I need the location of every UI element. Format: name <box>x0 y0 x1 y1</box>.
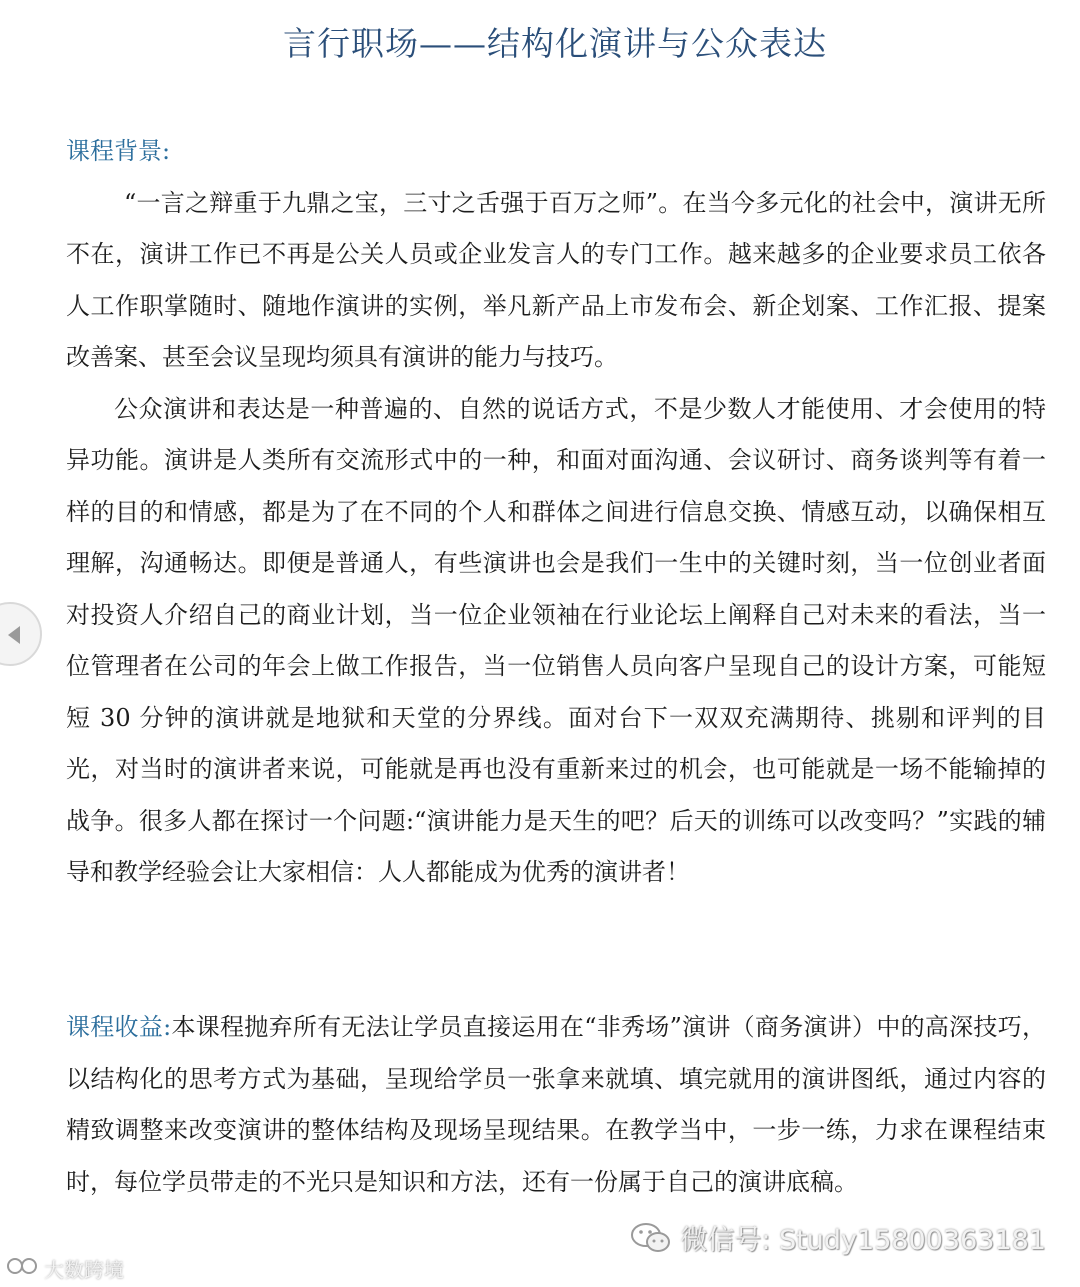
document-title: 言行职场——结构化演讲与公众表达 <box>283 24 827 63</box>
course-background-section <box>66 126 1046 899</box>
wechat-id-text: 微信号: Study15800363181 <box>680 1225 1046 1256</box>
course-benefit-paragraph <box>66 1002 1046 1208</box>
previous-page-arrow-icon[interactable] <box>0 602 42 666</box>
background-paragraph-1: “一言之辩重于九鼎之宝，三寸之舌强于百万之师”。在当今多元化的社会中，演讲无所不在，演讲工作已不再是公关人员或企业发言人的专门工作。越来越多的企业要求员工依各人工作职掌随时、随地作演讲的实例，举凡新产品上市发布会、新企划案、工作汇报、提案改善案、甚至会议呈现均须具有演讲的能力与技巧。 <box>66 188 1046 371</box>
course-benefit-text: 本课程抛弃所有无法让学员直接运用在“非秀场”演讲（商务演讲）中的高深技巧，以结构化的思考方式为基础，呈现给学员一张拿来就填、填完就用的演讲图纸，通过内容的精致调整来改变演讲的整体结构及现场呈现结果。在教学当中，一步一练，力求在课程结束时，每位学员带走的不光只是知识和方法，还有一份属于自己的演讲底稿。 <box>66 1013 1046 1196</box>
brand-watermark-text: 大数跨境 <box>44 1258 124 1282</box>
brand-watermark <box>6 1254 124 1283</box>
course-background-heading: 课程背景: <box>66 137 171 165</box>
brand-logo-icon <box>6 1255 40 1282</box>
course-benefit-section <box>66 1002 1046 1208</box>
wechat-icon <box>630 1221 672 1255</box>
background-paragraph-2: 公众演讲和表达是一种普遍的、自然的说话方式，不是少数人才能使用、才会使用的特异功能。演讲是人类所有交流形式中的一种，和面对面沟通、会议研讨、商务谈判等有着一样的目的和情感，都是为了在不同的个人和群体之间进行信息交换、情感互动，以确保相互理解，沟通畅达。即便是普通人，有些演讲也会是我们一生中的关键时刻，当一位创业者面对投资人介绍自己的商业计划，当一位企业领袖在行业论坛上阐释自己对未来的看法，当一位管理者在公司的年会上做工作报告，当一位销售人员向客户呈现自己的设计方案，可能短短 30 分钟的演讲就是地狱和天堂的分界线。面对台下一双双充满期待、挑剔和评判的目光，对当时的演讲者来说，可能就是再也没有重新来过的机会，也可能就是一场不能输掉的战争。很多人都在探讨一个问题:“演讲能力是天生的吧？后天的训练可以改变吗？”实践的辅导和教学经验会让大家相信：人人都能成为优秀的演讲者！ <box>66 394 1046 886</box>
course-benefit-label: 课程收益: <box>66 1013 172 1041</box>
wechat-watermark <box>630 1218 1046 1257</box>
